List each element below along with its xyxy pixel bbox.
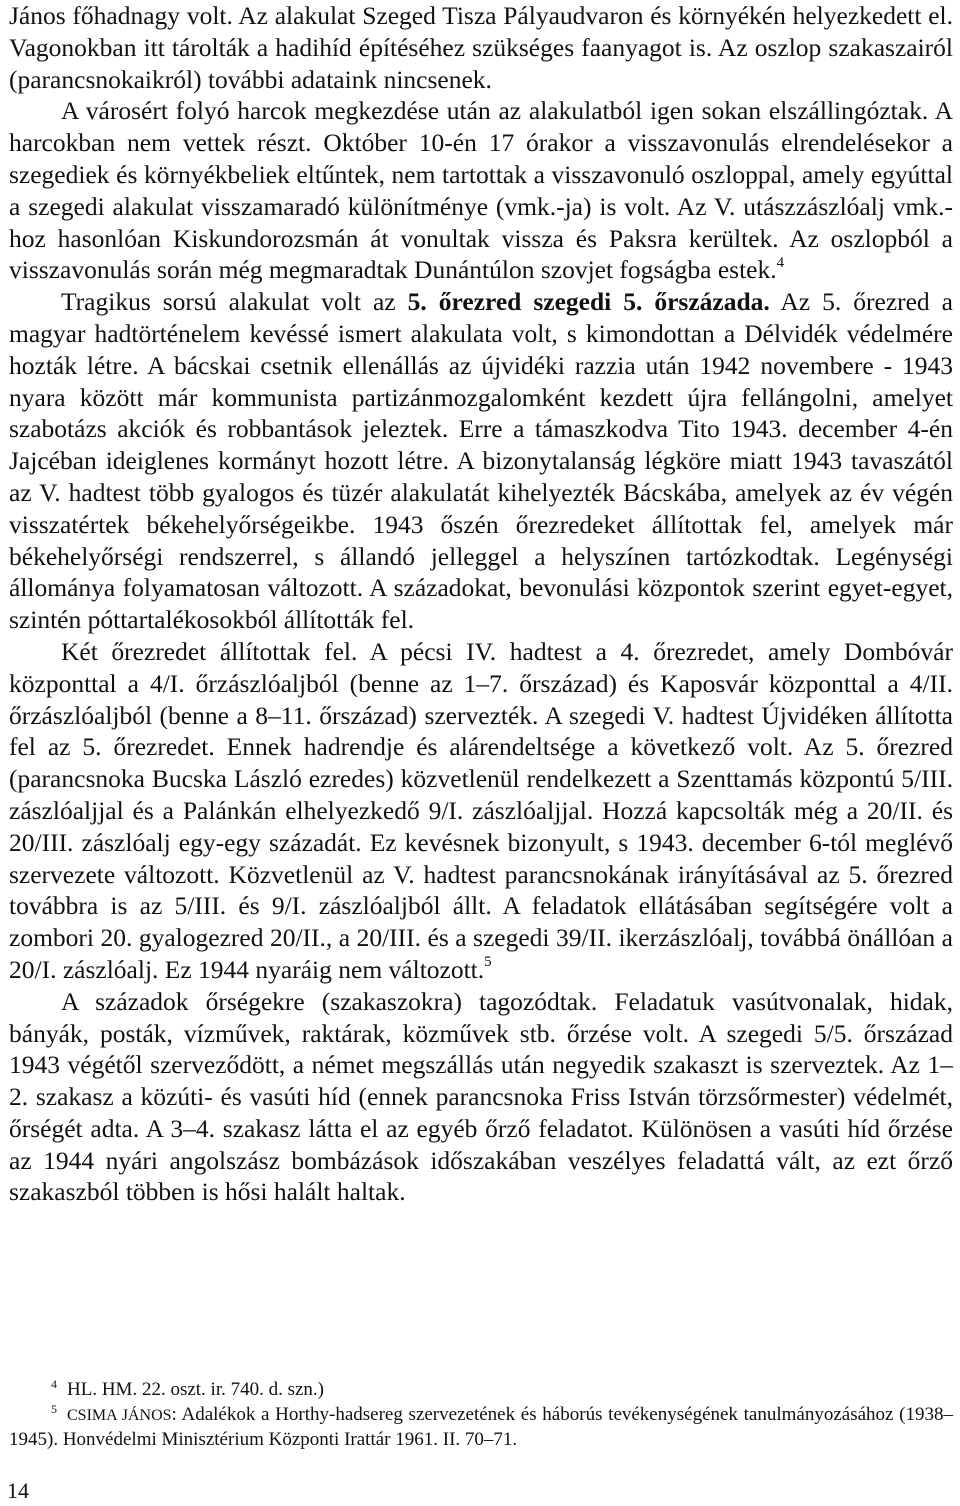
footnote: [9, 1378, 953, 1403]
footnote-ref: 4: [776, 254, 785, 271]
body-text: [9, 0, 953, 1208]
text-run: A századok őrségekre (szakaszokra) tagozódtak. Feladatuk vasútvonalak, hidak, bányák, posták, vízművek, raktárak, közművek stb. őrzése volt. A szegedi 5/5. őrszázad 1943 végétől szerveződött, a német megszállás után negyedik szakaszt is szerveztek. Az 1–2. szakasz a közúti- és vasúti híd (ennek parancsnoka Friss István törzsőrmester) védelmét, őrségét adta. A 3–4. szakasz látta el az egyéb őrző feladatot. Különösen a vasúti híd őrzése az 1944 nyári angolszász bombázások időszakában veszélyes feladattá vált, az ezt őrző szakaszból többen is hősi halált haltak.: [9, 986, 953, 1207]
paragraph: [9, 286, 953, 636]
footnotes: [9, 1378, 953, 1452]
text-run: : Adalékok a Horthy-hadsereg szervezetének és háborús tevékenységének tanulmányozásához (1938–1945). Honvédelmi Minisztérium Központi Irattár 1961. II. 70–71.: [9, 1404, 953, 1450]
footnote-number: 4: [51, 1377, 57, 1391]
text-run: Az 5. őrezred a magyar hadtörténelem kevéssé ismert alakulata volt, s kimondottan a Délvidék védelmére hozták létre. A bácskai csetnik ellenállás az újvidéki razzia után 1942 novembere - 1943 nyara között már kommunista partizánmozgalomként kezdett újra fellángolni, amelyet szabotázs akciók és robbantások jeleztek. Erre a támaszkodva Tito 1943. december 4-én Jajcéban ideiglenes kormányt hozott létre. A bizonytalanság légköre miatt 1943 tavaszától az V. hadtest több gyalogos és tüzér alakulatát kihelyezték Bácskába, amelyek az év végén visszatértek békehelyőrségeikbe. 1943 őszén őrezredeket állítottak fel, amelyek már békehelyőrségi rendszerrel, s állandó jelleggel a helyszínen tartózkodtak. Legénységi állománya folyamatosan változott. A századokat, bevonulási központok szerint egyet-egyet, szintén póttartalékosokból állították fel.: [9, 287, 953, 635]
bold-text: 5. őrezred szegedi 5. őrszázada.: [407, 287, 770, 317]
footnote-ref: 5: [484, 954, 492, 971]
paragraph: [9, 636, 953, 986]
text-run: János főhadnagy volt. Az alakulat Szeged Tisza Pályaudvaron és környékén helyezkedett el. Vagonokban itt tárolták a hadihíd építéséhez szükséges faanyagot is. Az oszlop szakaszairól (parancsnokaikról) további adataink nincsenek.: [9, 1, 953, 94]
page-number: 14: [7, 1478, 29, 1503]
footnote: [9, 1403, 953, 1452]
text-run: Tragikus sorsú alakulat volt az: [61, 287, 408, 317]
footnote-number: 5: [51, 1402, 57, 1416]
text-run: A városért folyó harcok megkezdése után az alakulatból igen sokan elszállingóztak. A harcokban nem vettek részt. Október 10-én 17 órakor a visszavonulás elrendelésekor a szegediek és környékbeliek eltűntek, nem tartottak a visszavonuló oszloppal, amely egyúttal a szegedi alakulat visszamaradó különítménye (vmk.-ja) is volt. Az V. utászzászlóalj vmk.-hoz hasonlóan Kiskundorozsmán át vonultak vissza és Paksra kerültek. Az oszlopból a visszavonulás során még megmaradtak Dunántúlon szovjet fogságba estek.: [9, 96, 953, 285]
paragraph: [9, 0, 953, 95]
paragraph: [9, 95, 953, 286]
author-name: CSIMA JÁNOS: [67, 1407, 172, 1424]
paragraph: [9, 986, 953, 1209]
text-run: Két őrezredet állítottak fel. A pécsi IV. hadtest a 4. őrezredet, amely Dombóvár központtal a 4/I. őrzászlóaljból (benne az 1–7. őrszázad) és Kaposvár központtal a 4/II. őrzászlóaljból (benne a 8–11. őrszázad) szervezték. A szegedi V. hadtest Újvidéken állította fel az 5. őrezredet. Ennek hadrendje és alárendeltsége a következő volt. Az 5. őrezred (parancsnoka Bucska László ezredes) közvetlenül rendelkezett a Szenttamás központú 5/III. zászlóaljjal és a Palánkán elhelyezkedő 9/I. zászlóaljjal. Hozzá kapcsolták még a 20/II. és 20/III. zászlóalj egy-egy századát. Ez kevésnek bizonyult, s 1943. december 6-tól meglévő szervezete változott. Közvetlenül az V. hadtest parancsnokának irányításával az 5. őrezred továbbra is az 5/III. és 9/I. zászlóaljból állt. A feladatok ellátásában segítségére volt a zombori 20. gyalogezred 20/II., a 20/III. és a szegedi 39/II. ikerzászlóalj, továbbá önállóan a 20/I. zászlóalj. Ez 1944 nyaráig nem változott.: [9, 636, 953, 984]
text-run: HL. HM. 22. oszt. ir. 740. d. szn.): [67, 1379, 325, 1400]
